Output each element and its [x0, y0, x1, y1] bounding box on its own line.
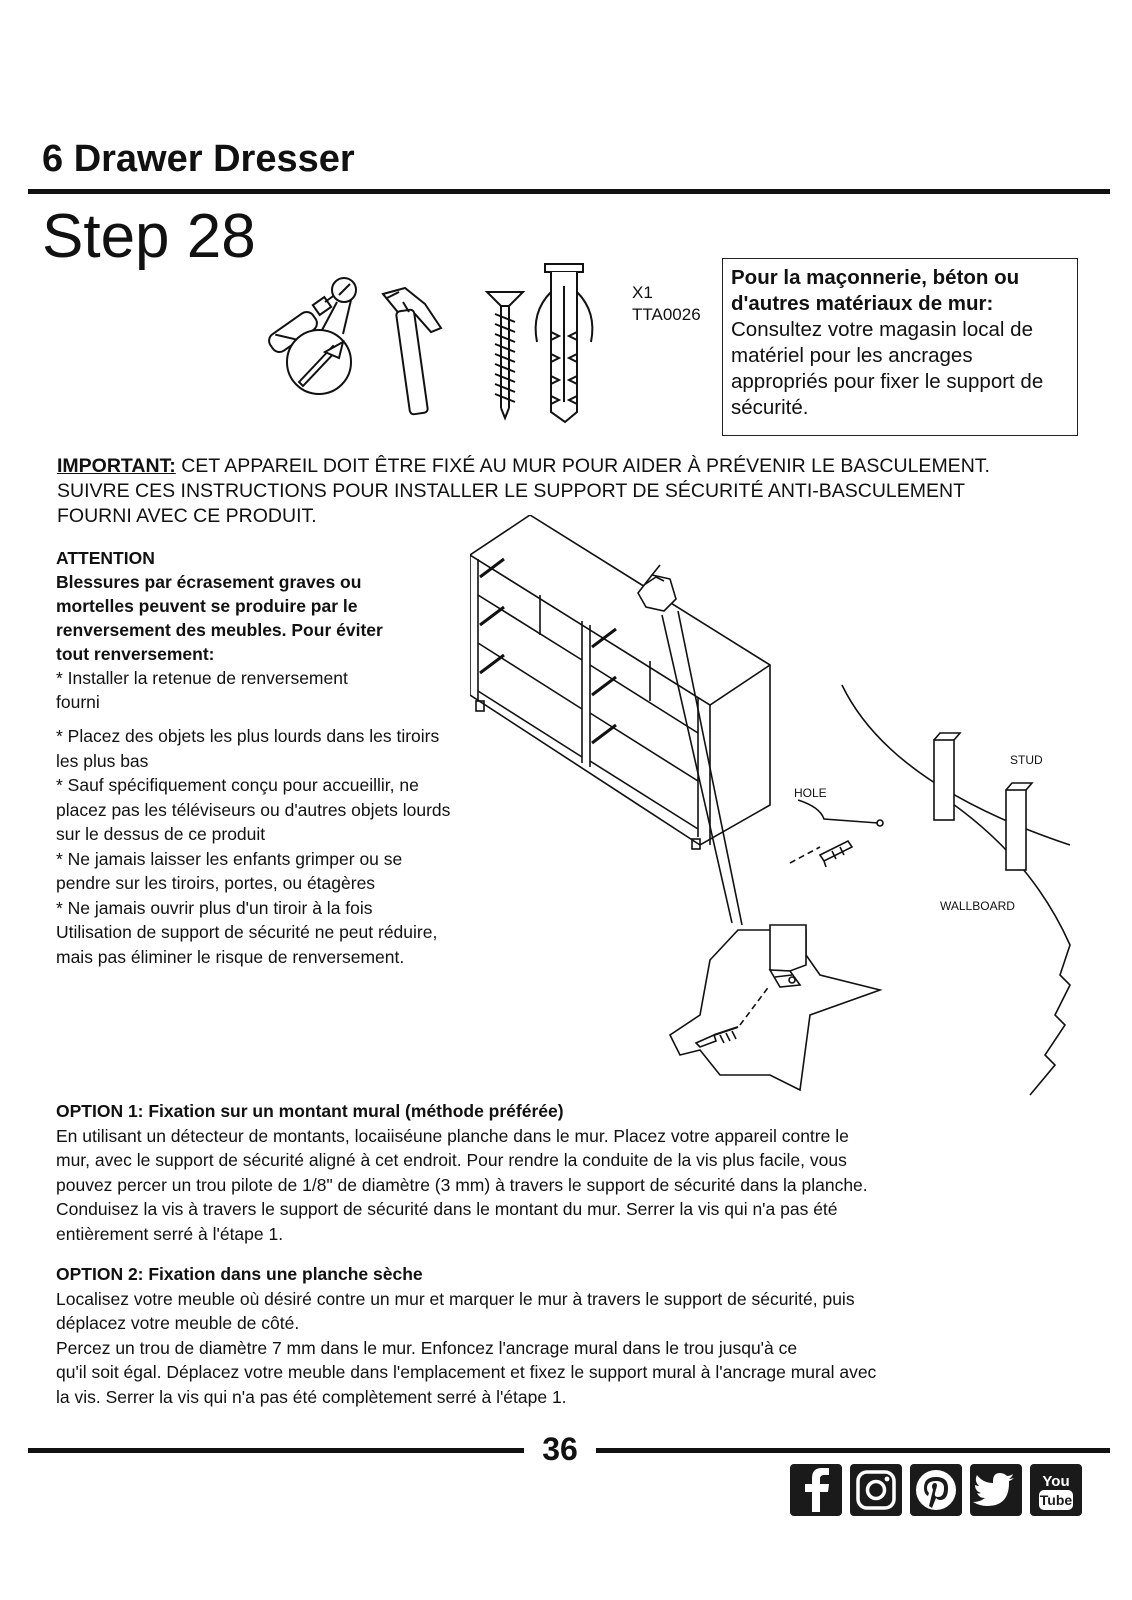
warning-bold-line: tout renversement: — [56, 644, 215, 664]
important-line: SUIVRE CES INSTRUCTIONS POUR INSTALLER LE SUPPORT DE SÉCURITÉ ANTI-BASCULEMENT — [57, 480, 966, 502]
warning-bold-line: Blessures par écrasement graves ou — [56, 572, 362, 592]
page-number: 36 — [542, 1431, 578, 1467]
option1-line: mur, avec le support de sécurité aligné à cet endroit. Pour rendre la conduite de la vis plus facile, vous — [56, 1150, 847, 1170]
wallboard-label: WALLBOARD — [940, 899, 1015, 913]
facebook-icon[interactable] — [790, 1464, 842, 1516]
youtube-text-bottom: Tube — [1039, 1492, 1073, 1508]
masonry-body-line: matériel pour les ancrages — [731, 344, 973, 367]
warning-bullet-line: fourni — [56, 692, 100, 712]
youtube-text-top: You — [1042, 1473, 1070, 1490]
option1-section — [56, 1099, 1056, 1246]
option1-line: pouvez percer un trou pilote de 1/8" de diamètre (3 mm) à travers le support de sécurité dans la planche. — [56, 1174, 868, 1195]
option1-line: entièrement serré à l'étape 1. — [56, 1223, 284, 1244]
warning-bullet-line: * Ne jamais laisser les enfants grimper ou se — [56, 848, 403, 869]
option1-heading: OPTION 1: Fixation sur un montant mural (méthode préférée) — [56, 1101, 564, 1121]
warning-bullet-line: mais pas éliminer le risque de renversement. — [56, 946, 405, 967]
warning-block — [56, 546, 496, 969]
warning-bullets — [56, 724, 496, 969]
part-code: TTA0026 — [632, 305, 701, 324]
option1-line: En utilisant un détecteur de montants, locaiiséune planche dans le mur. Placez votre appareil contre le — [56, 1125, 849, 1146]
masonry-body-line: Consultez votre magasin local de — [731, 318, 1033, 341]
screw-icon — [487, 292, 523, 418]
warning-bullet-line: pendre sur les tiroirs, portes, ou étagères — [56, 873, 376, 893]
installation-diagram — [470, 515, 1110, 1115]
option2-line: Percez un trou de diamètre 7 mm dans le mur. Enfoncez l'ancrage mural dans le trou jusqu'à ce — [56, 1337, 798, 1358]
step-title: Step 28 — [42, 202, 256, 271]
option2-line: déplacez votre meuble de côté. — [56, 1313, 300, 1333]
hole-pointer — [798, 800, 878, 823]
dresser-illustration — [470, 515, 770, 849]
warning-bullet-line: * Ne jamais ouvrir plus d'un tiroir à la fois — [56, 897, 373, 918]
warning-bullet-line: placez pas les téléviseurs ou d'autres objets lourds — [56, 799, 451, 820]
wall-section — [842, 685, 1070, 1095]
warning-bullet-line: * Installer la retenue de renversement — [56, 668, 348, 688]
stud-label: STUD — [1010, 753, 1043, 767]
title-divider — [28, 189, 1110, 194]
option2-line: Localisez votre meuble où désiré contre un mur et marquer le mur à travers le support de sécurité, puis — [56, 1288, 855, 1309]
stud-post — [1006, 790, 1026, 870]
warning-bullet-line: Utilisation de support de sécurité ne peut réduire, — [56, 922, 438, 942]
product-title: 6 Drawer Dresser — [42, 138, 355, 180]
anchor-guide — [790, 847, 820, 863]
warning-bold-line: renversement des meubles. Pour éviter — [56, 620, 383, 640]
warning-bullet-line: * Placez des objets les plus lourds dans les tiroirs — [56, 726, 440, 746]
option1-line: Conduisez la vis à travers le support de sécurité dans le montant du mur. Serrer la vis qui n'a pas été — [56, 1199, 838, 1219]
twitter-icon[interactable] — [970, 1464, 1022, 1516]
warning-bullet-line: * Sauf spécifiquement conçu pour accueillir, ne — [56, 775, 419, 795]
wall-anchor-icon — [536, 264, 593, 422]
hardware-quantity — [632, 282, 701, 326]
stud-post — [934, 740, 954, 820]
masonry-body-line: appropriés pour fixer le support de — [731, 370, 1044, 393]
social-icons — [788, 1460, 1088, 1522]
quantity-text: X1 — [632, 283, 653, 302]
youtube-icon[interactable] — [1030, 1464, 1082, 1516]
warning-bold-line: mortelles peuvent se produire par le — [56, 596, 358, 616]
masonry-heading-line: Pour la maçonnerie, béton ou — [731, 266, 1020, 289]
screwdriver-icon — [266, 278, 356, 394]
instagram-icon[interactable] — [850, 1464, 902, 1516]
pinterest-icon[interactable] — [910, 1464, 962, 1516]
hammer-icon — [383, 288, 441, 415]
footer-divider — [28, 1448, 524, 1453]
masonry-body-line: sécurité. — [731, 396, 809, 419]
wall-anchor-icon — [820, 841, 852, 867]
bracket-detail — [670, 925, 880, 1090]
option2-heading: OPTION 2: Fixation dans une planche sèche — [56, 1264, 423, 1284]
important-line: FOURNI AVEC CE PRODUIT. — [57, 505, 317, 527]
important-line: CET APPAREIL DOIT ÊTRE FIXÉ AU MUR POUR AIDER À PRÉVENIR LE BASCULEMENT. — [175, 455, 990, 477]
option2-line: la vis. Serrer la vis qui n'a pas été complètement serré à l'étape 1. — [56, 1386, 567, 1407]
masonry-note-box — [722, 258, 1078, 436]
option2-line: qu'il soit égal. Déplacez votre meuble dans l'emplacement et fixez le support mural à l'ancrage mural avec — [56, 1362, 877, 1382]
warning-bullet-line: sur le dessus de ce produit — [56, 824, 266, 844]
footer-divider — [596, 1448, 1110, 1453]
warning-bullet-line: les plus bas — [56, 750, 149, 771]
masonry-heading-line: d'autres matériaux de mur: — [731, 292, 994, 315]
warning-title: ATTENTION — [56, 548, 155, 568]
important-label: IMPORTANT: — [57, 455, 176, 477]
option2-section — [56, 1262, 1056, 1409]
hardware-illustration — [255, 262, 615, 432]
hole-label: HOLE — [794, 786, 827, 800]
